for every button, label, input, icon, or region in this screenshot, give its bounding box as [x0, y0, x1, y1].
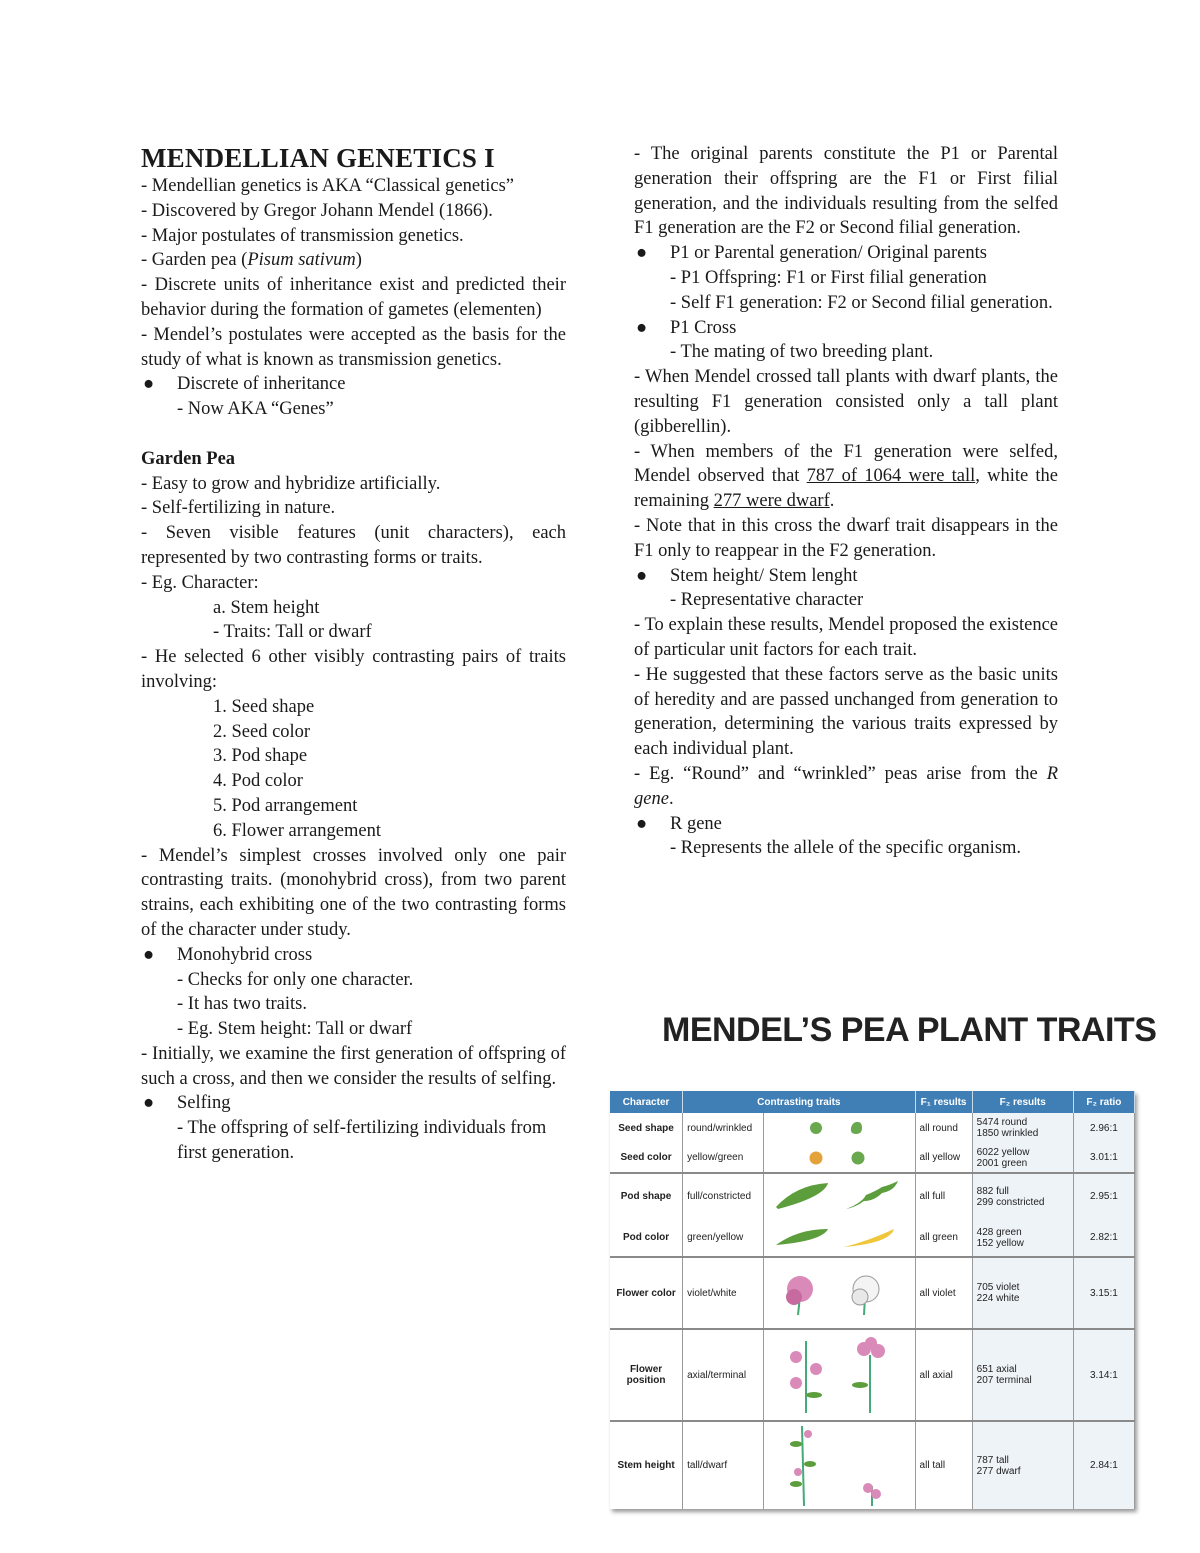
- bullet-text: Stem height/ Stem lenght: [670, 565, 858, 586]
- traits-pictures-cell: [764, 1257, 915, 1329]
- page-title: MENDELLIAN GENETICS I: [141, 143, 495, 173]
- garden-point-2: - Self-fertilizing in nature.: [141, 498, 336, 519]
- traits-cell: green/yellow: [683, 1219, 764, 1257]
- table-row: [610, 1113, 1135, 1143]
- bullet-monohybrid: [141, 943, 566, 968]
- list-item: 3. Pod shape: [213, 746, 308, 767]
- f2-results-cell: [972, 1173, 1073, 1219]
- table-row: [610, 1257, 1135, 1329]
- f2-ratio-cell: 2.95:1: [1073, 1173, 1134, 1219]
- species-name: Pisum sativum: [247, 250, 356, 271]
- f1-results-cell: all tall: [915, 1421, 972, 1509]
- traits-pictures-cell: [764, 1219, 915, 1257]
- traits-cell: tall/dwarf: [683, 1421, 764, 1509]
- f2-count-a: 705 violet: [976, 1282, 1020, 1293]
- f2-count-b: 207 terminal: [976, 1375, 1032, 1386]
- table-body: [610, 1113, 1135, 1509]
- bullet-parental: [634, 241, 1058, 266]
- table-row: [610, 1173, 1135, 1219]
- traits-pictures-cell: [764, 1143, 915, 1173]
- f1-results-cell: all axial: [915, 1329, 972, 1421]
- bullet-selfing: [141, 1091, 566, 1116]
- f2-count-b: 299 constricted: [976, 1196, 1045, 1208]
- table-row: [610, 1143, 1135, 1173]
- bullet-dot-icon: ●: [636, 243, 648, 264]
- garden-suffix: ): [355, 250, 362, 271]
- bullet-text: P1 or Parental generation/ Original parents: [670, 243, 987, 264]
- underlined-count-tall: 787 of 1064 were tall: [806, 466, 976, 487]
- seed-shape-icon: [768, 1118, 910, 1138]
- f2-count-b: 1850 wrinkled: [976, 1128, 1039, 1139]
- header-f2: F₂ results: [972, 1091, 1073, 1113]
- bullet-dot-icon: ●: [143, 1093, 155, 1114]
- list-item: 4. Pod color: [213, 771, 303, 792]
- bullet-dot-icon: ●: [143, 944, 155, 965]
- table-row: [610, 1329, 1135, 1421]
- f1-results-cell: all full: [915, 1173, 972, 1219]
- f2-results-cell: [972, 1329, 1073, 1421]
- underlined-count-dwarf: 277 were dwarf: [713, 491, 830, 512]
- bullet-r-gene: [634, 812, 1058, 837]
- generations-paragraph: - The original parents constitute the P1 or Parental generation their offspring are the F1 or First filial generation, and the individuals resulting from the selfed F1 generation are the F2 or Second filial generation.: [634, 144, 1058, 239]
- selfed-paragraph: [634, 440, 1058, 514]
- f2-results-cell: [972, 1257, 1073, 1329]
- character-cell: Pod color: [610, 1219, 683, 1257]
- f2-count-a: 5474 round: [976, 1117, 1028, 1128]
- traits-pictures-cell: [764, 1421, 915, 1509]
- bullet-sub: - Now AKA “Genes”: [177, 399, 334, 420]
- bullet-text: P1 Cross: [670, 317, 737, 338]
- traits-pictures-cell: [764, 1329, 915, 1421]
- character-cell: Seed shape: [610, 1113, 683, 1143]
- f2-count-b: 2001 green: [976, 1157, 1028, 1169]
- traits-cell: round/wrinkled: [683, 1113, 764, 1143]
- bullet-dot-icon: ●: [143, 374, 155, 395]
- bullet-text: Monohybrid cross: [177, 944, 313, 965]
- bullet-text: Discrete of inheritance: [177, 374, 346, 395]
- f2-results-cell: [972, 1219, 1073, 1257]
- f2-results-cell: [972, 1143, 1073, 1173]
- f2-ratio-cell: 3.01:1: [1073, 1143, 1134, 1173]
- f1-results-cell: all yellow: [915, 1143, 972, 1173]
- traits-cell: axial/terminal: [683, 1329, 764, 1421]
- traits-cell: full/constricted: [683, 1173, 764, 1219]
- f2-count-a: 787 tall: [976, 1454, 1009, 1466]
- stem-height-item: a. Stem height: [213, 597, 320, 618]
- right-column: [634, 142, 1058, 861]
- header-f1: F₁ results: [915, 1091, 972, 1113]
- pea-traits-figure: [606, 1005, 1157, 1505]
- garden-prefix: - Garden pea (: [141, 250, 248, 271]
- bullet-sub: - P1 Offspring: F1 or First filial generation: [670, 267, 987, 288]
- f2-results-cell: [972, 1421, 1073, 1509]
- stem-height-icon: [768, 1424, 910, 1508]
- section-heading-garden-pea: Garden Pea: [141, 448, 236, 469]
- f2-results-cell: [972, 1113, 1073, 1143]
- pod-color-icon: [768, 1223, 910, 1253]
- garden-pea-line: [141, 248, 566, 273]
- header-contrasting: Contrasting traits: [683, 1091, 915, 1113]
- selfed-text: - When members of the F1 generation were selfed, Mendel observed that: [634, 441, 1058, 487]
- bullet-text: Selfing: [177, 1093, 231, 1114]
- character-cell: Stem height: [610, 1421, 683, 1509]
- bullet-p1-cross: [634, 316, 1058, 341]
- bullet-dot-icon: ●: [636, 317, 648, 338]
- f2-ratio-cell: 2.84:1: [1073, 1421, 1134, 1509]
- intro-paragraph-4: - Discrete units of inheritance exist and predicted their behavior during the formation of gametes (elementen): [141, 275, 566, 320]
- garden-point-3: - Seven visible features (unit characters), each represented by two contrasting forms or traits.: [141, 523, 566, 568]
- intro-line-3: - Major postulates of transmission genetics.: [141, 225, 464, 246]
- garden-point-4: - Eg. Character:: [141, 572, 259, 593]
- garden-point-1: - Easy to grow and hybridize artificially.: [141, 473, 441, 494]
- seed-color-icon: [768, 1148, 910, 1168]
- explain-paragraph: - To explain these results, Mendel proposed the existence of particular unit factors for each trait.: [634, 615, 1058, 660]
- bullet-dot-icon: ●: [636, 565, 648, 586]
- figure-title: MENDEL’S PEA PLANT TRAITS: [662, 1011, 1157, 1049]
- f2-count-a: 428 green: [976, 1226, 1022, 1238]
- character-cell: Pod shape: [610, 1173, 683, 1219]
- f2-count-a: 651 axial: [976, 1364, 1017, 1375]
- f2-count-a: 882 full: [976, 1185, 1009, 1197]
- list-item: 1. Seed shape: [213, 696, 315, 717]
- round-text: .: [668, 788, 674, 809]
- f2-ratio-cell: 3.15:1: [1073, 1257, 1134, 1329]
- intro-paragraph-5: - Mendel’s postulates were accepted as the basis for the study of what is known as transmission genetics.: [141, 324, 566, 370]
- pod-shape-icon: [768, 1179, 910, 1215]
- header-character: Character: [610, 1091, 683, 1113]
- traits-pictures-cell: [764, 1113, 915, 1143]
- simplest-paragraph: - Mendel’s simplest crosses involved only one pair contrasting traits. (monohybrid cross), from two parent strains, each exhibiting one of the two contrasting forms of the character under study.: [141, 845, 566, 940]
- bullet-sub: - Representative character: [670, 590, 864, 611]
- bullet-sub: - Checks for only one character.: [177, 969, 414, 990]
- header-ratio: F₂ ratio: [1073, 1091, 1134, 1113]
- initially-paragraph: - Initially, we examine the first generation of offspring of such a cross, and then we consider the results of selfing.: [141, 1043, 566, 1089]
- f1-results-cell: all violet: [915, 1257, 972, 1329]
- selfed-text: .: [829, 491, 835, 512]
- f1-results-cell: all round: [915, 1113, 972, 1143]
- character-cell: Flower position: [610, 1329, 683, 1421]
- list-item: 5. Pod arrangement: [213, 795, 358, 816]
- traits-table: [610, 1091, 1135, 1509]
- f2-count-b: 152 yellow: [976, 1237, 1024, 1249]
- intro-line-1: - Mendellian genetics is AKA “Classical genetics”: [141, 176, 514, 196]
- bullet-sub: - Eg. Stem height: Tall or dwarf: [177, 1019, 413, 1040]
- bullet-sub: - It has two traits.: [177, 994, 307, 1015]
- factors-paragraph: - He suggested that these factors serve as the basic units of heredity and are passed unchanged from generation to generation, determining the various traits expressed by each individual plant.: [634, 664, 1058, 760]
- bullet-sub: - Self F1 generation: F2 or Second filial generation.: [670, 292, 1053, 313]
- flower-color-icon: [768, 1267, 910, 1319]
- f2-count-b: 277 dwarf: [976, 1465, 1021, 1477]
- table-row: [610, 1219, 1135, 1257]
- round-text: - Eg. “Round” and “wrinkled” peas arise from the: [634, 763, 1047, 784]
- f2-ratio-cell: 3.14:1: [1073, 1329, 1134, 1421]
- note-paragraph: - Note that in this cross the dwarf trait disappears in the F1 only to reappear in the F2 generation.: [634, 515, 1058, 561]
- selected-paragraph: - He selected 6 other visibly contrasting pairs of traits involving:: [141, 647, 566, 692]
- selfed-text: , white the remaining: [634, 466, 1058, 512]
- f2-count-a: 6022 yellow: [976, 1146, 1030, 1158]
- round-wrinkled-paragraph: [634, 762, 1058, 812]
- character-cell: Seed color: [610, 1143, 683, 1173]
- character-cell: Flower color: [610, 1257, 683, 1329]
- f1-results-cell: all green: [915, 1219, 972, 1257]
- left-column: [141, 142, 566, 1166]
- f2-ratio-cell: 2.82:1: [1073, 1219, 1134, 1257]
- bullet-stem-height: [634, 564, 1058, 589]
- table-header-row: [610, 1091, 1135, 1113]
- bullet-discrete: [141, 372, 566, 397]
- traits-cell: yellow/green: [683, 1143, 764, 1173]
- f2-ratio-cell: 2.96:1: [1073, 1113, 1134, 1143]
- bullet-text: R gene: [670, 813, 722, 834]
- bullet-sub: - The mating of two breeding plant.: [670, 342, 934, 363]
- bullet-sub: - The offspring of self-fertilizing individuals from first generation.: [177, 1118, 547, 1164]
- stem-traits-item: - Traits: Tall or dwarf: [213, 622, 372, 643]
- table-row: [610, 1421, 1135, 1509]
- flower-position-icon: [768, 1335, 910, 1415]
- tall-dwarf-paragraph: - When Mendel crossed tall plants with dwarf plants, the resulting F1 generation consisted only a tall plant (gibberellin).: [634, 367, 1058, 437]
- list-item: 6. Flower arrangement: [213, 820, 381, 841]
- intro-line-2: - Discovered by Gregor Johann Mendel (1866).: [141, 200, 493, 221]
- traits-pictures-cell: [764, 1173, 915, 1219]
- bullet-dot-icon: ●: [636, 813, 648, 834]
- f2-count-b: 224 white: [976, 1293, 1020, 1304]
- traits-cell: violet/white: [683, 1257, 764, 1329]
- list-item: 2. Seed color: [213, 721, 311, 742]
- bullet-sub: - Represents the allele of the specific organism.: [670, 838, 1022, 859]
- gene-name: R gene: [634, 763, 1058, 809]
